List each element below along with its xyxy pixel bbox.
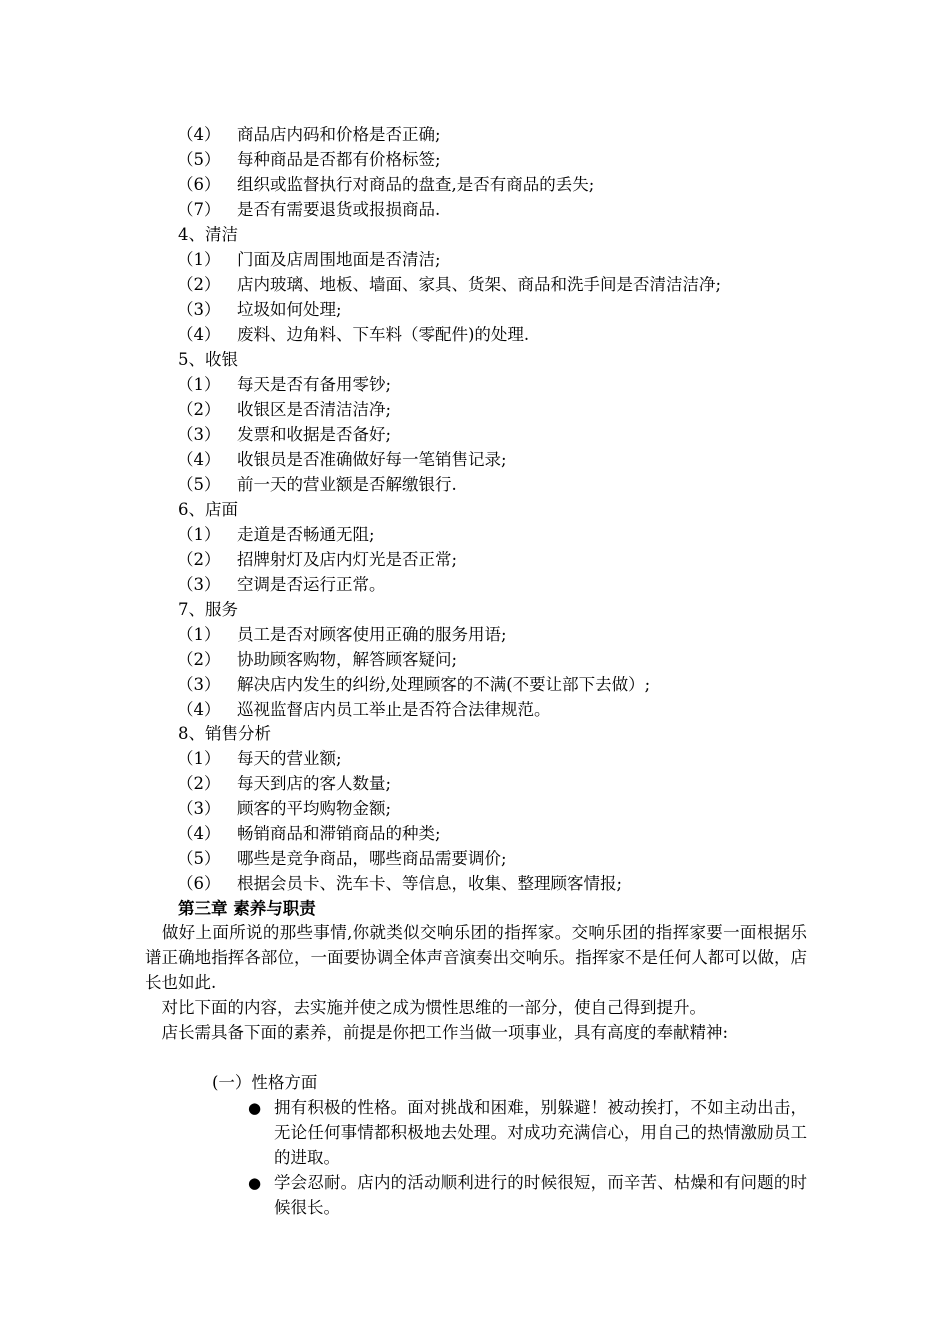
list-item: （2） 收银区是否清洁洁净; <box>177 400 392 419</box>
list-item: （1） 走道是否畅通无阻; <box>177 525 375 544</box>
paragraph: 对比下面的内容，去实施并使之成为惯性思维的一部分，使自己得到提升。 <box>145 998 706 1017</box>
list-item: （6） 组织或监督执行对商品的盘查,是否有商品的丢失; <box>177 175 595 194</box>
list-item: （4） 废料、边角料、下车料（零配件)的处理. <box>177 325 530 344</box>
list-item: （4） 畅销商品和滞销商品的种类; <box>177 824 441 843</box>
list-item: （1） 员工是否对顾客使用正确的服务用语; <box>177 625 507 644</box>
bullet-item: ● 拥有积极的性格。面对挑战和困难，别躲避！被动挨打，不如主动出击，无论任何事情都积极地去处理。对成功充满信心，用自己的热情激励员工的进取。 <box>248 1098 807 1167</box>
list-item: （3） 空调是否运行正常。 <box>177 575 386 594</box>
section-heading-cashier: 5、收银 <box>178 350 238 369</box>
list-item: （5） 前一天的营业额是否解缴银行. <box>177 475 457 494</box>
list-item: （5） 哪些是竞争商品，哪些商品需要调价; <box>177 849 507 868</box>
chapter-heading: 第三章 素养与职责 <box>178 899 316 918</box>
list-item: （7） 是否有需要退货或报损商品. <box>177 200 441 219</box>
list-item: （4） 商品店内码和价格是否正确; <box>177 125 441 144</box>
list-item: （4） 巡视监督店内员工举止是否符合法律规范。 <box>177 700 551 719</box>
section-heading-service: 7、服务 <box>178 600 238 619</box>
list-item: （1） 每天是否有备用零钞; <box>177 375 392 394</box>
list-item: （2） 协助顾客购物，解答顾客疑问; <box>177 650 458 669</box>
list-item: （3） 发票和收据是否备好; <box>177 425 392 444</box>
list-item: （1） 每天的营业额; <box>177 749 342 768</box>
list-item: （2） 招牌射灯及店内灯光是否正常; <box>177 550 458 569</box>
list-item: （3） 解决店内发生的纠纷,处理顾客的不满(不要让部下去做）; <box>177 675 651 694</box>
bullet-item: ● 学会忍耐。店内的活动顺利进行的时候很短，而辛苦、枯燥和有问题的时候很长。 <box>248 1173 807 1217</box>
section-heading-cleaning: 4、清洁 <box>178 225 238 244</box>
list-item: （6） 根据会员卡、洗车卡、等信息，收集、整理顾客情报; <box>177 874 623 893</box>
paragraph: 做好上面所说的那些事情,你就类似交响乐团的指挥家。交响乐团的指挥家要一面根据乐谱正确地指挥各部位，一面要协调全体声音演奏出交响乐。指挥家不是任何人都可以做，店长也如此. <box>145 923 807 992</box>
section-heading-storefront: 6、店面 <box>178 500 238 519</box>
list-item: （2） 店内玻璃、地板、墙面、家具、货架、商品和洗手间是否清洁洁净; <box>177 275 722 294</box>
subheading-personality: (一）性格方面 <box>212 1073 318 1092</box>
bullet-icon: ● <box>248 1099 262 1117</box>
list-item: （3） 垃圾如何处理; <box>177 300 342 319</box>
list-item: （4） 收银员是否准确做好每一笔销售记录; <box>177 450 507 469</box>
list-item: （1） 门面及店周围地面是否清洁; <box>177 250 441 269</box>
list-item: （5） 每种商品是否都有价格标签; <box>177 150 441 169</box>
list-item: （2） 每天到店的客人数量; <box>177 774 392 793</box>
list-item: （3） 顾客的平均购物金额; <box>177 799 392 818</box>
bullet-icon: ● <box>248 1174 262 1192</box>
paragraph: 店长需具备下面的素养，前提是你把工作当做一项事业，具有高度的奉献精神: <box>145 1023 729 1042</box>
section-heading-sales-analysis: 8、销售分析 <box>178 724 271 743</box>
